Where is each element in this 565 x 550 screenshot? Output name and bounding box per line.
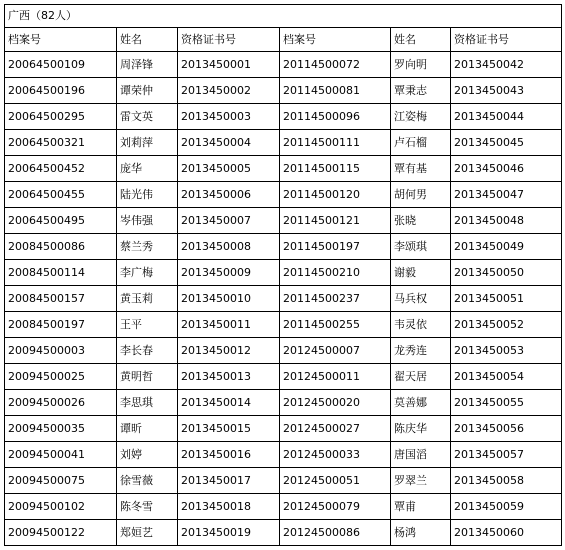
cert-no-cell: 2013450014 bbox=[178, 390, 280, 416]
cert-no-cell: 2013450053 bbox=[451, 338, 562, 364]
cert-no-cell: 2013450055 bbox=[451, 390, 562, 416]
cert-no-cell: 2013450054 bbox=[451, 364, 562, 390]
file-no-cell: 20084500157 bbox=[5, 286, 117, 312]
file-no-cell: 20114500081 bbox=[280, 78, 391, 104]
cert-no-cell: 2013450047 bbox=[451, 182, 562, 208]
name-cell: 胡何男 bbox=[391, 182, 451, 208]
file-no-cell: 20124500020 bbox=[280, 390, 391, 416]
table-row bbox=[5, 130, 562, 156]
file-no-cell: 20114500121 bbox=[280, 208, 391, 234]
name-cell: 陈庆华 bbox=[391, 416, 451, 442]
file-no-cell: 20094500025 bbox=[5, 364, 117, 390]
cert-no-cell: 2013450011 bbox=[178, 312, 280, 338]
name-cell: 唐国滔 bbox=[391, 442, 451, 468]
file-no-cell: 20114500115 bbox=[280, 156, 391, 182]
table-row bbox=[5, 260, 562, 286]
file-no-cell: 20114500237 bbox=[280, 286, 391, 312]
file-no-cell: 20114500096 bbox=[280, 104, 391, 130]
name-cell: 郑姮艺 bbox=[117, 520, 178, 546]
cert-no-cell: 2013450009 bbox=[178, 260, 280, 286]
name-cell: 李广梅 bbox=[117, 260, 178, 286]
file-no-cell: 20064500321 bbox=[5, 130, 117, 156]
cert-no-cell: 2013450060 bbox=[451, 520, 562, 546]
name-cell: 龙秀连 bbox=[391, 338, 451, 364]
table-row bbox=[5, 312, 562, 338]
file-no-cell: 20114500120 bbox=[280, 182, 391, 208]
file-no-cell: 20094500026 bbox=[5, 390, 117, 416]
file-no-cell: 20094500041 bbox=[5, 442, 117, 468]
column-header-cert-no-2: 资格证书号 bbox=[451, 28, 562, 52]
file-no-cell: 20094500075 bbox=[5, 468, 117, 494]
cert-no-cell: 2013450057 bbox=[451, 442, 562, 468]
table-row bbox=[5, 78, 562, 104]
name-cell: 覃秉志 bbox=[391, 78, 451, 104]
table-row bbox=[5, 494, 562, 520]
table-row bbox=[5, 390, 562, 416]
file-no-cell: 20124500011 bbox=[280, 364, 391, 390]
column-header-name-1: 姓名 bbox=[117, 28, 178, 52]
cert-no-cell: 2013450010 bbox=[178, 286, 280, 312]
table-title: 广西（82人） bbox=[5, 5, 562, 28]
name-cell: 黄明哲 bbox=[117, 364, 178, 390]
name-cell: 罗向明 bbox=[391, 52, 451, 78]
name-cell: 罗翠兰 bbox=[391, 468, 451, 494]
file-no-cell: 20124500007 bbox=[280, 338, 391, 364]
name-cell: 韦灵依 bbox=[391, 312, 451, 338]
cert-no-cell: 2013450002 bbox=[178, 78, 280, 104]
table-row bbox=[5, 286, 562, 312]
name-cell: 杨鸿 bbox=[391, 520, 451, 546]
cert-no-cell: 2013450044 bbox=[451, 104, 562, 130]
cert-no-cell: 2013450005 bbox=[178, 156, 280, 182]
file-no-cell: 20064500295 bbox=[5, 104, 117, 130]
name-cell: 黄玉莉 bbox=[117, 286, 178, 312]
file-no-cell: 20084500086 bbox=[5, 234, 117, 260]
table-row bbox=[5, 442, 562, 468]
cert-no-cell: 2013450048 bbox=[451, 208, 562, 234]
cert-no-cell: 2013450008 bbox=[178, 234, 280, 260]
file-no-cell: 20114500255 bbox=[280, 312, 391, 338]
name-cell: 覃有基 bbox=[391, 156, 451, 182]
cert-no-cell: 2013450056 bbox=[451, 416, 562, 442]
name-cell: 马兵权 bbox=[391, 286, 451, 312]
name-cell: 雷文英 bbox=[117, 104, 178, 130]
table-row bbox=[5, 338, 562, 364]
file-no-cell: 20124500027 bbox=[280, 416, 391, 442]
name-cell: 卢石榴 bbox=[391, 130, 451, 156]
cert-no-cell: 2013450050 bbox=[451, 260, 562, 286]
name-cell: 蔡兰秀 bbox=[117, 234, 178, 260]
name-cell: 庞华 bbox=[117, 156, 178, 182]
file-no-cell: 20064500455 bbox=[5, 182, 117, 208]
name-cell: 周泽锋 bbox=[117, 52, 178, 78]
column-header-file-no-1: 档案号 bbox=[5, 28, 117, 52]
file-no-cell: 20114500210 bbox=[280, 260, 391, 286]
name-cell: 谭昕 bbox=[117, 416, 178, 442]
name-cell: 张晓 bbox=[391, 208, 451, 234]
file-no-cell: 20064500196 bbox=[5, 78, 117, 104]
file-no-cell: 20094500003 bbox=[5, 338, 117, 364]
name-cell: 谢毅 bbox=[391, 260, 451, 286]
table-row bbox=[5, 104, 562, 130]
name-cell: 陆光伟 bbox=[117, 182, 178, 208]
file-no-cell: 20094500122 bbox=[5, 520, 117, 546]
table-row bbox=[5, 52, 562, 78]
file-no-cell: 20094500035 bbox=[5, 416, 117, 442]
file-no-cell: 20064500109 bbox=[5, 52, 117, 78]
cert-no-cell: 2013450013 bbox=[178, 364, 280, 390]
table-row bbox=[5, 182, 562, 208]
cert-no-cell: 2013450016 bbox=[178, 442, 280, 468]
file-no-cell: 20114500111 bbox=[280, 130, 391, 156]
cert-no-cell: 2013450017 bbox=[178, 468, 280, 494]
cert-no-cell: 2013450051 bbox=[451, 286, 562, 312]
name-cell: 覃甫 bbox=[391, 494, 451, 520]
file-no-cell: 20124500079 bbox=[280, 494, 391, 520]
name-cell: 岑伟强 bbox=[117, 208, 178, 234]
name-cell: 江姿梅 bbox=[391, 104, 451, 130]
file-no-cell: 20094500102 bbox=[5, 494, 117, 520]
file-no-cell: 20084500114 bbox=[5, 260, 117, 286]
file-no-cell: 20124500086 bbox=[280, 520, 391, 546]
table-row bbox=[5, 156, 562, 182]
table-row bbox=[5, 364, 562, 390]
cert-no-cell: 2013450007 bbox=[178, 208, 280, 234]
table-row bbox=[5, 520, 562, 546]
cert-no-cell: 2013450004 bbox=[178, 130, 280, 156]
column-header-name-2: 姓名 bbox=[391, 28, 451, 52]
cert-no-cell: 2013450049 bbox=[451, 234, 562, 260]
name-cell: 徐雪薇 bbox=[117, 468, 178, 494]
file-no-cell: 20064500495 bbox=[5, 208, 117, 234]
cert-no-cell: 2013450042 bbox=[451, 52, 562, 78]
cert-no-cell: 2013450012 bbox=[178, 338, 280, 364]
qualification-roster-table bbox=[4, 4, 562, 546]
cert-no-cell: 2013450052 bbox=[451, 312, 562, 338]
column-header-cert-no-1: 资格证书号 bbox=[178, 28, 280, 52]
table-row bbox=[5, 468, 562, 494]
name-cell: 李长春 bbox=[117, 338, 178, 364]
file-no-cell: 20124500033 bbox=[280, 442, 391, 468]
cert-no-cell: 2013450046 bbox=[451, 156, 562, 182]
cert-no-cell: 2013450018 bbox=[178, 494, 280, 520]
file-no-cell: 20114500072 bbox=[280, 52, 391, 78]
name-cell: 翟天居 bbox=[391, 364, 451, 390]
cert-no-cell: 2013450019 bbox=[178, 520, 280, 546]
file-no-cell: 20064500452 bbox=[5, 156, 117, 182]
cert-no-cell: 2013450015 bbox=[178, 416, 280, 442]
file-no-cell: 20124500051 bbox=[280, 468, 391, 494]
name-cell: 谭荣仲 bbox=[117, 78, 178, 104]
name-cell: 刘莉萍 bbox=[117, 130, 178, 156]
cert-no-cell: 2013450058 bbox=[451, 468, 562, 494]
cert-no-cell: 2013450059 bbox=[451, 494, 562, 520]
table-row bbox=[5, 208, 562, 234]
table-title-row bbox=[5, 5, 562, 28]
cert-no-cell: 2013450003 bbox=[178, 104, 280, 130]
cert-no-cell: 2013450043 bbox=[451, 78, 562, 104]
table-header-row bbox=[5, 28, 562, 52]
name-cell: 李颂琪 bbox=[391, 234, 451, 260]
cert-no-cell: 2013450001 bbox=[178, 52, 280, 78]
name-cell: 王平 bbox=[117, 312, 178, 338]
column-header-file-no-2: 档案号 bbox=[280, 28, 391, 52]
cert-no-cell: 2013450045 bbox=[451, 130, 562, 156]
roster-table-container bbox=[4, 4, 561, 546]
file-no-cell: 20114500197 bbox=[280, 234, 391, 260]
table-row bbox=[5, 416, 562, 442]
name-cell: 李思琪 bbox=[117, 390, 178, 416]
name-cell: 陈冬雪 bbox=[117, 494, 178, 520]
name-cell: 莫善娜 bbox=[391, 390, 451, 416]
table-row bbox=[5, 234, 562, 260]
cert-no-cell: 2013450006 bbox=[178, 182, 280, 208]
file-no-cell: 20084500197 bbox=[5, 312, 117, 338]
name-cell: 刘婷 bbox=[117, 442, 178, 468]
